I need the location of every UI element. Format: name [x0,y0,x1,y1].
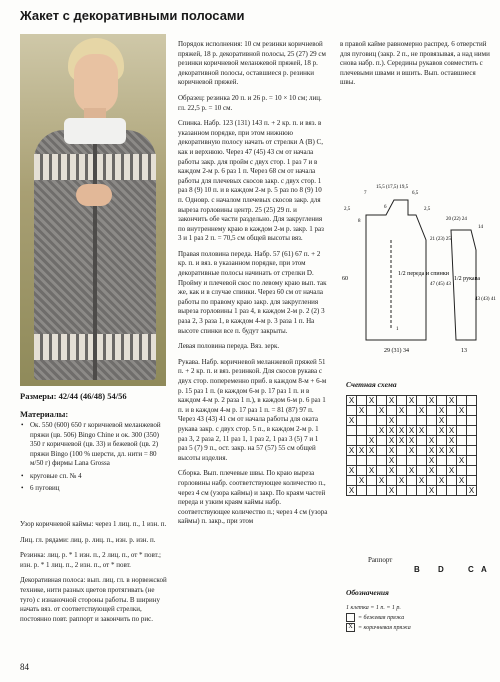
chart-cell: X [367,396,377,406]
chart-cell: X [447,446,457,456]
chart-cell [437,396,447,406]
chart-cell: X [367,446,377,456]
chart-cell [457,446,467,456]
sleeve-outline [451,230,476,340]
chart-cell: X [357,476,367,486]
chart-cell: X [377,476,387,486]
chart-cell [357,486,367,496]
dim-label: 14 [478,225,483,230]
chart-cell [367,456,377,466]
marker-label: D [438,565,444,574]
chart-cell: X [357,406,367,416]
material-item: • Ок. 550 (600) 650 г коричневой меланжевой пряжи (цв. 506) Bingo Chine и ок. 300 (350) 350 г коричневой (цв. 33) и бежевой (цв. 2) пряжи Bingo (100 % шерсти, дл. нити = 80 м/50 г) фирмы Lana Grossa [20,421,170,469]
legend-brown: = коричневая пряжа [358,625,411,631]
chart-cell [367,426,377,436]
stitch-chart [346,395,477,496]
chart-cell [427,476,437,486]
chart-cell: X [417,426,427,436]
chart-cell: X [377,406,387,416]
chart-cell [447,416,457,426]
dim-label: 6 [384,205,387,210]
chart-row [347,446,477,456]
instructions-paragraph: Спинка. Набр. 123 (131) 143 п. + 2 кр. п. и вяз. в указанном порядке, при этом нижнюю декоративную полосу начать от стрелки A (B) C, как и верхнюю. Через 47 (45) 43 см от начала работы закр. для пройм с двух стор. 1 раз 7 и в каждом 2-м р. 6 раз 1 п. Через 68 см от начала работы для плечевых скосов закр. с двух стор. 1 раз 8 (9) 10 п. и в каждом 2-м р. 5 раз по 8 (9) 10 п. Одновр. с началом плечевых скосов закр. для выреза горловины центр. 25 (25) 29 п. и закончить обе части раздельно. Для закругления по внутреннему краю в каждом 2-м р. закр. 1 раз 3 и 1 раз 2 п. = 70,5 см общей высоты вяз. [178,119,324,243]
dim-label: 47 (45) 43 [430,282,451,287]
chart-cell: X [427,486,437,496]
chart-cell: X [417,406,427,416]
stitch-text: Декоративная полоса: вып. лиц. гл. в норвежской технике, нити разных цветов протягивать (не туго) с изнаночной стороны работы. В ширину начать вяз. от соответствующей стрелки, постоянно повт. раппорт и закончить по рис. [20,576,167,623]
chart-cell: X [347,446,357,456]
chart-cell: X [387,426,397,436]
chart-cell [347,476,357,486]
chart-cell [357,436,367,446]
chart-cell [347,426,357,436]
chart-cell: X [387,436,397,446]
chart-cell: X [347,486,357,496]
chart-cell: X [427,446,437,456]
chart-cell [417,456,427,466]
brown-swatch: X [346,623,355,632]
chart-cell: X [387,456,397,466]
page-title: Жакет с декоративными полосами [20,8,245,23]
chart-cell: X [397,426,407,436]
legend [346,603,411,633]
chart-cell [447,476,457,486]
chart-cell [407,486,417,496]
marker-label: A [481,565,487,574]
chart-cell [407,406,417,416]
chart-cell [417,466,427,476]
chart-cell [347,436,357,446]
width-label: 29 (31) 34 [384,348,409,354]
dim-label: 6,5 [412,191,419,196]
legend-row-beige [346,613,411,623]
model-hands [76,184,112,206]
chart-cell: X [387,486,397,496]
instructions-paragraph: Сборка. Вып. плечевые швы. По краю выреза горловины набр. соответствующее количество п., через 4 см (узора каймы) и закр. По краям частей переда и узким краям каймы набр. соответствующее количество п.; через 4 см (узора каймы) п. закр., при этом [178,469,328,526]
chart-cell: X [407,436,417,446]
instructions-paragraph: Порядок исполнения: 10 см резинки коричневой пряжей, 18 р. декоративной полосы, 25 (27) 29 см резинки коричневой меланжевой пряжей, 18 р. декоративной полосы, оставшиеся р. резинки коричневой пряжей. [178,40,326,87]
chart-cell [357,466,367,476]
chart-cell [437,436,447,446]
chart-cell: X [397,436,407,446]
front-back-outline [366,200,426,340]
chart-cell: X [457,476,467,486]
chart-cell: X [387,446,397,456]
chart-cell [387,406,397,416]
page-number: 84 [20,662,29,672]
chart-cell [367,416,377,426]
dim-label: 20 (22) 24 [446,217,467,222]
chart-cell: X [347,416,357,426]
chart-cell [377,486,387,496]
chart-cell [397,466,407,476]
chart-cell [467,426,477,436]
chart-cell [377,456,387,466]
stitch-text: Резинка: лиц. р. * 1 изн. п., 2 лиц. п., от * повт.; изн. р. * 1 лиц. п., 2 изн. п., от * повт. [20,551,161,569]
chart-cell: X [437,426,447,436]
dim-label: 2,5 [344,207,351,212]
stitch-chart-area [336,375,491,675]
instructions-paragraph: в правой кайме равномерно распред. 6 отверстий для пуговиц (закр. 2 п., не провязывая, а над ними снова набр. п.). Середины рукавов совместить с плечевыми швами и вшить. Вып. оставшиеся швы. [340,40,490,87]
chart-cell [437,466,447,476]
dim-label: 60 [342,276,348,282]
marker-label: B [414,565,420,574]
chart-cell [397,456,407,466]
chart-row [347,436,477,446]
chart-cell [457,486,467,496]
chart-cell: X [407,466,417,476]
chart-cell [357,396,367,406]
chart-cell [427,426,437,436]
chart-cell [457,466,467,476]
stitch-text: Лиц. гл. рядами: лиц. р. лиц. п., изн. р. изн. п. [20,535,156,544]
jacket-placket [93,144,97,380]
model-photo [20,34,166,386]
instructions-paragraph: Образец: резинка 20 п. и 26 р. = 10 × 10 см; лиц. гл. 22,5 р. = 10 см. [178,93,322,112]
chart-cell [437,486,447,496]
chart-cell: X [387,416,397,426]
dim-label: 7 [364,191,367,196]
dim-label: 8 [358,219,361,224]
chart-cell [377,446,387,456]
chart-cell [347,456,357,466]
chart-cell: X [437,416,447,426]
dim-label: 15,5 (17,5) 19,5 [376,185,409,190]
chart-cell [407,476,417,486]
chart-cell [467,446,477,456]
chart-cell [377,416,387,426]
chart-cell [397,446,407,456]
chart-cell [447,486,457,496]
chart-cell [357,456,367,466]
instructions-paragraph: Рукава. Набр. коричневой меланжевой пряжей 51 п. + 2 кр. п. и вяз. резинкой. Для скосов рукава с двух стор. попеременно приб. в каждом 8-м + 6-м р. 15 раз 1 п. (в каждом 6-м р. 17 раз 1 п. и в каждом 4-м р. 2 раза 1 п.), в каждом 6-м р. 6 раз 1 п. и в каждом 4-м р. 17 раз 1 п. = 81 (87) 97 п. Через 43 (43) 41 см от начала работы для оката рукава закр. с двух стор. 5 п., в каждом 2-м р. 1 раз 3, 2 раза 2, 11 раз 1, 1 раз 2, 1 раз 3 (5) 7 и 1 раз 5 (7) 9 п., ост. закр. на 57 (57) 55 см общей высоты изделия. [178,357,327,462]
chart-cell: X [427,466,437,476]
chart-cell: X [437,476,447,486]
chart-cell [417,436,427,446]
instructions-column [178,40,328,533]
chart-cell: X [437,446,447,456]
stitch-text: Узор коричневой каймы: через 1 лиц. п., 1 изн. п. [20,520,167,528]
chart-cell [407,456,417,466]
dim-label: 21 (23) 25 [430,237,451,242]
chart-row [347,416,477,426]
material-item: • 6 пуговиц [20,484,170,494]
chart-cell: X [457,406,467,416]
instructions-paragraph: Левая половина переда. Вяз. зерк. [178,342,280,351]
chart-cell [367,476,377,486]
legend-row-brown [346,623,411,633]
chart-cell: X [417,476,427,486]
chart-cell [397,416,407,426]
chart-cell: X [467,486,477,496]
chart-cell: X [397,476,407,486]
instructions-paragraph: Правая половина переда. Набр. 57 (61) 67 п. + 2 кр. п. и вяз. в указанном порядке, при этом декоративные полосы начинать от стрелки D. Пройму и плечевой скос по левому краю вып. так же, как и в случае спинки. Через 60 см от начала работы по правому краю закр. для закругления выреза горловины 1 раз 4, в каждом 2-м р. 2 (2) 3 раза 2, 3 раза 1, в каждом 4-м р. 3 раза 1 п. На высоте спинки все п. будут закрыты. [178,249,327,335]
chart-row [347,426,477,436]
pattern-diagram [336,180,496,370]
marker-label: C [468,565,474,574]
chart-row [347,456,477,466]
chart-cell [367,486,377,496]
chart-cell [417,486,427,496]
chart-cell [417,446,427,456]
chart-cell: X [377,426,387,436]
chart-cell: X [427,396,437,406]
chart-cell [397,396,407,406]
chart-cell: X [357,446,367,456]
chart-cell [387,476,397,486]
materials-heading: Материалы: [20,409,69,419]
model-face [74,54,118,114]
chart-cell [457,416,467,426]
beige-swatch [346,613,355,622]
rapport-label: Раппорт [368,556,393,564]
stitch-descriptions [20,520,170,630]
chart-cell [357,416,367,426]
chart-cell [467,466,477,476]
chart-cell: X [407,426,417,436]
chart-cell [427,406,437,416]
material-item: • круговые сп. № 4 [20,472,170,482]
sizes: Размеры: 42/44 (46/48) 54/56 [20,391,127,401]
chart-cell [357,426,367,436]
chart-cell [367,406,377,416]
chart-cell [467,456,477,466]
chart-cell: X [397,406,407,416]
dim-label: 2,5 [424,207,431,212]
chart-cell: X [447,426,457,436]
sleeve-bottom-label: 13 [461,348,467,354]
chart-cell [407,416,417,426]
chart-cell [427,416,437,426]
chart-cell: X [367,436,377,446]
chart-cell [377,466,387,476]
chart-cell: X [427,456,437,466]
chart-cell [447,456,457,466]
chart-cell [457,426,467,436]
chart-cell [447,406,457,416]
chart-cell: X [447,466,457,476]
chart-cell: X [407,446,417,456]
chart-cell: X [447,436,457,446]
chart-cell: X [347,466,357,476]
chart-title: Счетная схема [346,380,397,389]
jacket-collar [64,118,126,144]
chart-cell [457,396,467,406]
chart-cell: X [367,466,377,476]
chart-cell [467,406,477,416]
chart-cell [467,476,477,486]
chart-cell [467,436,477,446]
chart-cell: X [387,466,397,476]
chart-cell [417,416,427,426]
chart-cell [467,396,477,406]
chart-cell [457,436,467,446]
chart-cell: X [447,396,457,406]
legend-title: Обозначения [346,588,389,597]
chart-cell: X [427,436,437,446]
legend-beige: = бежевая пряжа [358,615,405,621]
chart-cell [397,486,407,496]
chart-row [347,466,477,476]
instructions-continued [340,40,490,94]
back-label: 1/2 переда и спинки [398,271,449,277]
chart-cell: X [387,396,397,406]
chart-row [347,406,477,416]
legend-row: 1 клетка = 1 п. = 1 р. [346,605,401,611]
chart-cell [467,416,477,426]
materials-list [20,421,170,497]
chart-cell: X [437,406,447,416]
chart-cell: X [407,396,417,406]
dim-label: 43 (43) 41 [475,297,496,302]
chart-cell [437,456,447,466]
chart-cell [417,396,427,406]
chart-row [347,486,477,496]
sleeve-label: 1/2 рукава [454,276,480,282]
chart-cell: X [457,456,467,466]
dim-label: 1 [396,327,399,332]
chart-row [347,396,477,406]
chart-cell [377,436,387,446]
chart-row [347,476,477,486]
chart-cell [347,406,357,416]
chart-cell: X [347,396,357,406]
chart-cell [377,396,387,406]
